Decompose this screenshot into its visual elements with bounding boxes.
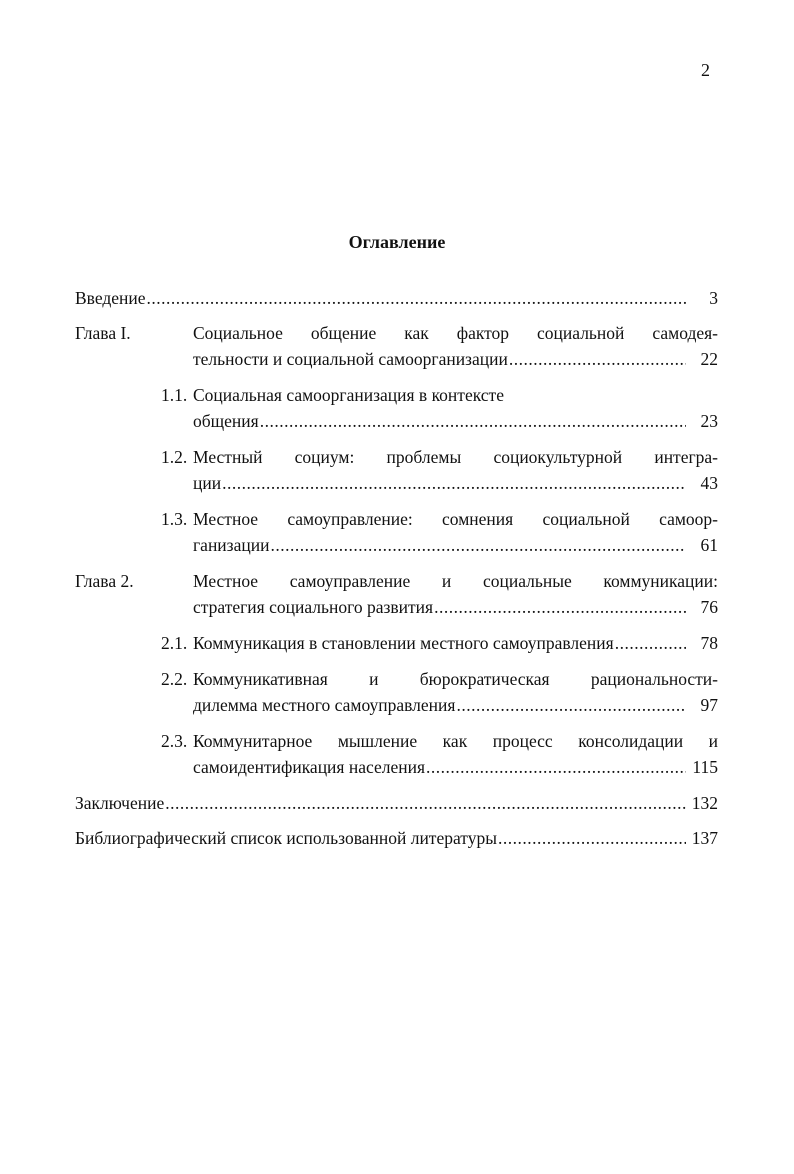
- toc-entry-text: Коммуникативная и бюрократическая рациональности-: [193, 669, 718, 689]
- toc-page-number: 97: [700, 695, 718, 715]
- section-number: 1.1.: [161, 385, 188, 405]
- toc-entry-text: Социальная самоорганизация в контексте: [193, 385, 504, 405]
- toc-entry-text: Коммуникация в становлении местного самоуправления: [193, 633, 614, 653]
- toc-page-number: 76: [700, 597, 718, 617]
- toc-entry-text: стратегия социального развития: [193, 597, 434, 617]
- toc-entry-text: Заключение: [75, 793, 165, 813]
- toc-entry-section-2-1[interactable]: [75, 630, 718, 656]
- toc-entry-text: Социальное общение как фактор социальной самодея-: [193, 323, 718, 343]
- toc-entry-text: общения: [193, 411, 259, 431]
- toc-entry-introduction[interactable]: [75, 285, 718, 311]
- toc-entry-text: Введение: [75, 288, 146, 308]
- toc-entry-text: дилемма местного самоуправления: [193, 695, 456, 715]
- toc-entry-text: Коммунитарное мышление как процесс консолидации и: [193, 731, 718, 751]
- toc-entry-section-1-2[interactable]: [75, 444, 718, 496]
- toc-entry-section-1-1[interactable]: [75, 382, 718, 434]
- dot-leader: [165, 790, 686, 816]
- dot-leader: [509, 346, 686, 372]
- toc-entry-chapter-1[interactable]: [75, 320, 718, 372]
- toc-page-number: 22: [700, 349, 718, 369]
- dot-leader: [426, 754, 686, 780]
- toc-page-number: 43: [700, 473, 718, 493]
- dot-leader: [615, 630, 686, 656]
- chapter-label: Глава I.: [75, 323, 131, 343]
- toc-entry-conclusion[interactable]: [75, 790, 718, 816]
- section-number: 1.3.: [161, 509, 188, 529]
- toc-entry-text: самоидентификация населения: [193, 757, 426, 777]
- toc-page-number: 132: [691, 793, 718, 813]
- toc-page-number: 78: [700, 633, 718, 653]
- section-number: 2.3.: [161, 731, 188, 751]
- dot-leader: [434, 594, 686, 620]
- page-title: Оглавление: [348, 232, 446, 252]
- dot-leader: [270, 532, 686, 558]
- section-number: 2.2.: [161, 669, 188, 689]
- toc-page-number: 61: [700, 535, 718, 555]
- page-number: 2: [701, 60, 710, 80]
- dot-leader: [456, 692, 686, 718]
- table-of-contents: [75, 285, 718, 860]
- dot-leader: [147, 285, 686, 311]
- toc-entry-text: Местный социум: проблемы социокультурной интегра-: [193, 447, 718, 467]
- section-number: 2.1.: [161, 633, 188, 653]
- toc-entry-text: ции: [193, 473, 222, 493]
- toc-entry-section-1-3[interactable]: [75, 506, 718, 558]
- toc-page-number: 23: [700, 411, 718, 431]
- toc-page-number: 3: [709, 288, 718, 308]
- toc-page-number: 137: [691, 828, 718, 848]
- toc-entry-text: Местное самоуправление и социальные коммуникации:: [193, 571, 718, 591]
- toc-entry-text: ганизации: [193, 535, 270, 555]
- dot-leader: [260, 408, 686, 434]
- dot-leader: [498, 825, 686, 851]
- toc-entry-text: тельности и социальной самоорганизации: [193, 349, 508, 369]
- toc-entry-bibliography[interactable]: [75, 825, 718, 851]
- toc-entry-section-2-3[interactable]: [75, 728, 718, 780]
- toc-page-number: 115: [692, 757, 718, 777]
- toc-entry-section-2-2[interactable]: [75, 666, 718, 718]
- dot-leader: [222, 470, 686, 496]
- section-number: 1.2.: [161, 447, 188, 467]
- chapter-label: Глава 2.: [75, 571, 134, 591]
- toc-entry-text: Библиографический список использованной литературы: [75, 828, 497, 848]
- toc-entry-text: Местное самоуправление: сомнения социальной самоор-: [193, 509, 718, 529]
- toc-entry-chapter-2[interactable]: [75, 568, 718, 620]
